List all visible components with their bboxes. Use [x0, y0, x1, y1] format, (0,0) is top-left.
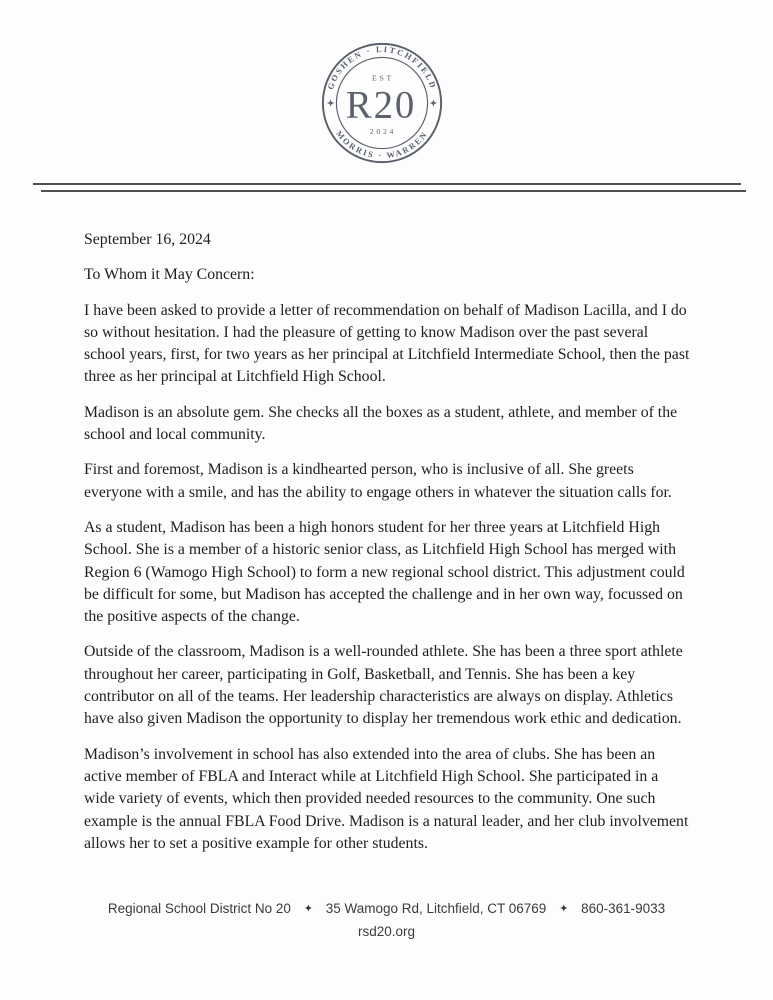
seal-right-star-icon: [430, 99, 437, 106]
footer-district-name: Regional School District No 20: [107, 901, 291, 916]
seal-monogram: R20: [345, 83, 417, 127]
footer-address: 35 Wamogo Rd, Litchfield, CT 06769: [325, 901, 547, 916]
header-rule-bottom: [41, 190, 746, 192]
footer-website: rsd20.org: [357, 924, 416, 939]
footer-contact-line: [0, 898, 773, 921]
header-rule-top: [33, 183, 741, 185]
letter-paragraph: I have been asked to provide a letter of recommendation on behalf of Madison Lacilla, and I do so without hesitation. I had the pleasure of getting to know Madison over the past several school years, first, for two years as her principal at Litchfield Intermediate School, then the past three as her principal at Litchfield High School.: [84, 301, 690, 386]
letter-salutation: To Whom it May Concern:: [84, 266, 255, 284]
seal-graphic: [319, 40, 445, 166]
letter-paragraph: Outside of the classroom, Madison is a well-rounded athlete. She has been a three sport athlete throughout her career, participating in Golf, Basketball, and Tennis. She has been a key contributor on all of the teams. Her leadership characteristics are always on display. Athletics have also given Madison the opportunity to display her tremendous work ethic and dedication.: [84, 643, 683, 728]
seal-bottom-towns: MORRIS · WARREN: [334, 129, 430, 161]
seal-top-towns: GOSHEN · LITCHFIELD: [325, 45, 439, 91]
seal-est-label: EST: [372, 73, 394, 83]
letter-paragraph: Madison is an absolute gem. She checks all the boxes as a student, athlete, and member of the school and local community.: [84, 403, 678, 444]
letter-body: [84, 229, 692, 855]
letterhead-footer: [0, 898, 773, 942]
district-seal-logo: [319, 40, 445, 166]
letter-date: September 16, 2024: [84, 231, 211, 248]
letter-paragraph: First and foremost, Madison is a kindhearted person, who is inclusive of all. She greets everyone with a smile, and has the ability to engage others in whatever the situation calls for.: [84, 461, 672, 501]
letter-paragraph: Madison’s involvement in school has also extended into the area of clubs. She has been an active member of FBLA and Interact while at Litchfield High School. She participated in a wide variety of events, which then provided needed resources to the community. One such example is the annual FBLA Food Drive. Madison is a natural leader, and her club involvement allows her to set a positive example for other students.: [84, 745, 689, 852]
diamond-separator-icon: ✦: [303, 903, 313, 915]
footer-phone: 860-361-9033: [581, 901, 666, 916]
seal-left-star-icon: [327, 99, 334, 106]
seal-year: 2024: [369, 127, 397, 137]
letter-paragraph: As a student, Madison has been a high honors student for her three years at Litchfield High School. She is a member of a historic senior class, as Litchfield High School has merged with Region 6 (Wamogo High School) to form a new regional school district. This adjustment could be difficult for some, but Madison has accepted the challenge and in her own way, focussed on the positive aspects of the change.: [84, 518, 685, 626]
diamond-separator-icon: ✦: [559, 903, 569, 915]
